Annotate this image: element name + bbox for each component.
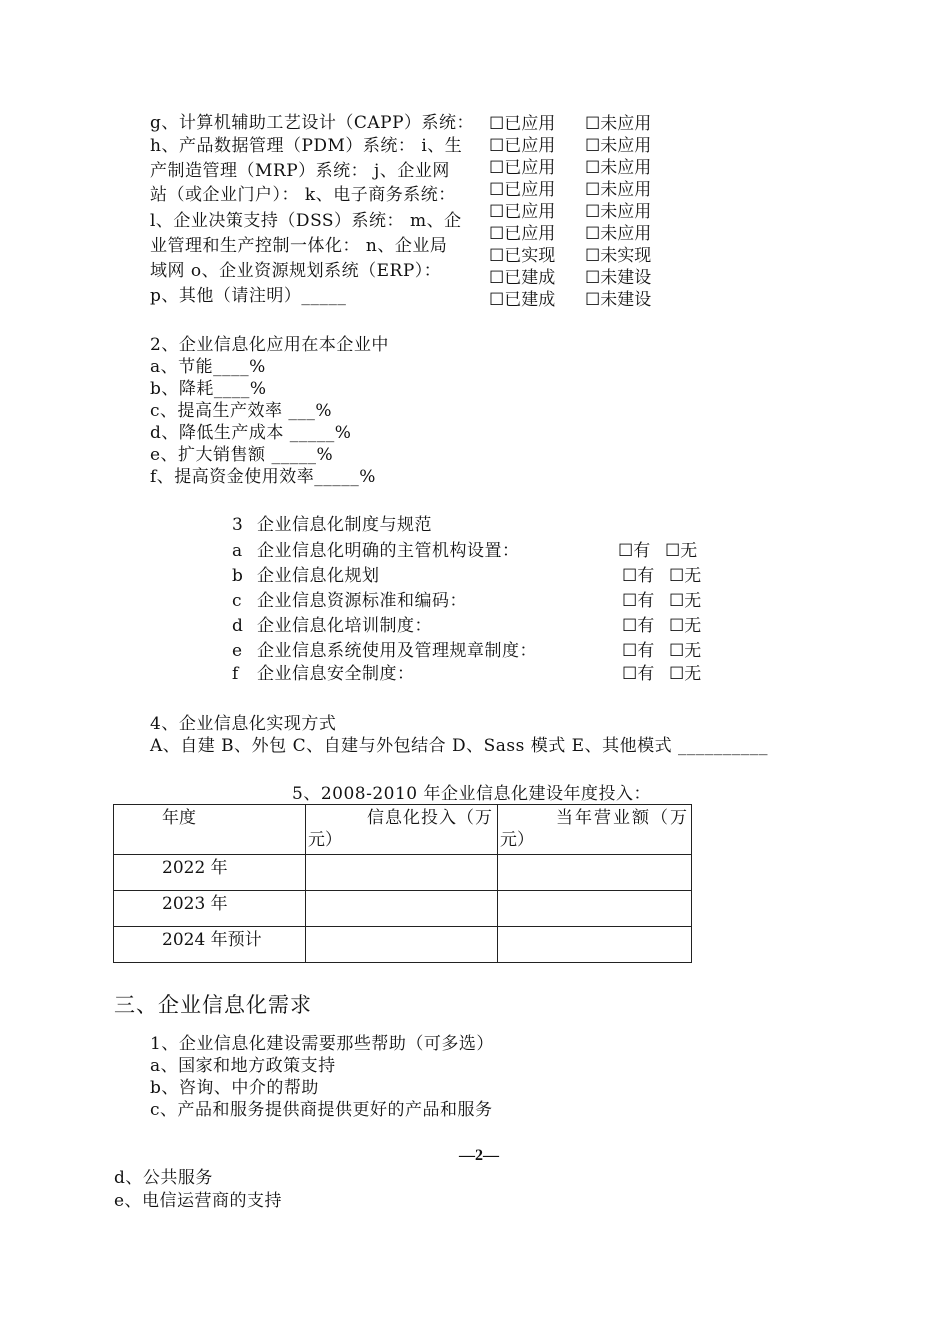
row-letter: e — [232, 641, 243, 661]
row-text: 企业信息安全制度： — [257, 664, 415, 684]
revenue-cell[interactable] — [498, 927, 692, 963]
row-text: 企业信息化培训制度： — [257, 616, 432, 636]
header-investment-unit: 元） — [308, 830, 342, 850]
question-title: 企业信息化制度与规范 — [257, 515, 432, 535]
option-no[interactable]: ☐无 — [669, 591, 702, 611]
system-line: 产制造管理（MRP）系统： j、企业网 — [150, 161, 450, 181]
row-year: 2024 年预计 — [162, 930, 262, 950]
option-not-applied[interactable]: ☐未应用 — [585, 224, 652, 244]
needs-item: e、电信运营商的支持 — [114, 1191, 283, 1211]
system-line: 业管理和生产控制一体化： n、企业局 — [150, 236, 448, 256]
option-yes[interactable]: ☐有 — [618, 541, 651, 561]
row-letter: d — [232, 616, 244, 636]
option-not-built[interactable]: ☐未建设 — [585, 290, 652, 310]
investment-cell[interactable] — [306, 891, 498, 927]
row-year: 2022 年 — [162, 858, 228, 878]
option-not-applied[interactable]: ☐未应用 — [585, 136, 652, 156]
option-no[interactable]: ☐无 — [669, 616, 702, 636]
option-not-built[interactable]: ☐未建设 — [585, 268, 652, 288]
investment-cell[interactable] — [306, 855, 498, 891]
question-title: 5、2008-2010 年企业信息化建设年度投入： — [292, 784, 651, 804]
option-applied[interactable]: ☐已应用 — [489, 224, 556, 244]
option-yes[interactable]: ☐有 — [622, 591, 655, 611]
header-year: 年度 — [162, 808, 196, 828]
header-investment: 信息化投入（万 — [367, 808, 493, 828]
system-line: g、计算机辅助工艺设计（CAPP）系统： — [150, 113, 475, 133]
system-line: l、企业决策支持（DSS）系统： m、企 — [150, 211, 462, 231]
q2-item: d、降低生产成本 _____% — [150, 423, 352, 443]
option-yes[interactable]: ☐有 — [622, 566, 655, 586]
revenue-cell[interactable] — [498, 855, 692, 891]
option-applied[interactable]: ☐已应用 — [489, 180, 556, 200]
option-applied[interactable]: ☐已应用 — [489, 158, 556, 178]
option-not-applied[interactable]: ☐未应用 — [585, 158, 652, 178]
option-yes[interactable]: ☐有 — [622, 616, 655, 636]
needs-item: d、公共服务 — [114, 1168, 213, 1188]
needs-item: c、产品和服务提供商提供更好的产品和服务 — [150, 1100, 493, 1120]
investment-cell[interactable] — [306, 927, 498, 963]
investment-table — [113, 804, 692, 963]
option-no[interactable]: ☐无 — [665, 541, 698, 561]
system-line: p、其他（请注明）_____ — [150, 286, 347, 306]
row-text: 企业信息化明确的主管机构设置： — [257, 541, 520, 561]
q2-item: b、降耗____% — [150, 379, 267, 399]
option-applied[interactable]: ☐已应用 — [489, 114, 556, 134]
revenue-cell[interactable] — [498, 891, 692, 927]
option-built[interactable]: ☐已建成 — [489, 268, 556, 288]
header-revenue-unit: 元） — [500, 830, 534, 850]
q2-item: c、提高生产效率 ___% — [150, 401, 333, 421]
table-row — [114, 927, 692, 963]
row-letter: c — [232, 591, 243, 611]
option-applied[interactable]: ☐已应用 — [489, 136, 556, 156]
q2-item: a、节能____% — [150, 357, 266, 377]
question-title: 2、企业信息化应用在本企业中 — [150, 335, 389, 355]
row-letter: a — [232, 541, 243, 561]
header-revenue: 当年营业额（万 — [556, 808, 689, 828]
q2-item: e、扩大销售额 _____% — [150, 445, 334, 465]
table-header-row — [114, 805, 692, 855]
question-number: 3 — [232, 515, 244, 535]
option-no[interactable]: ☐无 — [669, 641, 702, 661]
option-applied[interactable]: ☐已应用 — [489, 202, 556, 222]
row-text: 企业信息资源标准和编码： — [257, 591, 467, 611]
page-number: —2— — [459, 1147, 499, 1164]
option-no[interactable]: ☐无 — [669, 664, 702, 684]
row-letter: b — [232, 566, 244, 586]
option-not-realized[interactable]: ☐未实现 — [585, 246, 652, 266]
option-no[interactable]: ☐无 — [669, 566, 702, 586]
needs-item: a、国家和地方政策支持 — [150, 1056, 336, 1076]
option-not-applied[interactable]: ☐未应用 — [585, 202, 652, 222]
system-line: 域网 o、企业资源规划系统（ERP）： — [150, 261, 442, 281]
question-title: 1、企业信息化建设需要那些帮助（可多选） — [150, 1034, 494, 1054]
q4-options: A、自建 B、外包 C、自建与外包结合 D、Sass 模式 E、其他模式 __________ — [150, 736, 768, 756]
table-row — [114, 855, 692, 891]
option-realized[interactable]: ☐已实现 — [489, 246, 556, 266]
question-title: 4、企业信息化实现方式 — [150, 714, 337, 734]
option-not-applied[interactable]: ☐未应用 — [585, 180, 652, 200]
system-line: h、产品数据管理（PDM）系统： i、生 — [150, 136, 463, 156]
row-text: 企业信息化规划 — [257, 566, 380, 586]
option-yes[interactable]: ☐有 — [622, 641, 655, 661]
row-year: 2023 年 — [162, 894, 228, 914]
option-yes[interactable]: ☐有 — [622, 664, 655, 684]
option-not-applied[interactable]: ☐未应用 — [585, 114, 652, 134]
table-row — [114, 891, 692, 927]
q2-item: f、提高资金使用效率_____% — [150, 467, 376, 487]
needs-item: b、咨询、中介的帮助 — [150, 1078, 319, 1098]
row-letter: f — [232, 664, 239, 684]
row-text: 企业信息系统使用及管理规章制度： — [257, 641, 537, 661]
section-title: 三、企业信息化需求 — [114, 993, 312, 1017]
system-line: 站（或企业门户）： k、电子商务系统： — [150, 185, 456, 205]
option-built[interactable]: ☐已建成 — [489, 290, 556, 310]
